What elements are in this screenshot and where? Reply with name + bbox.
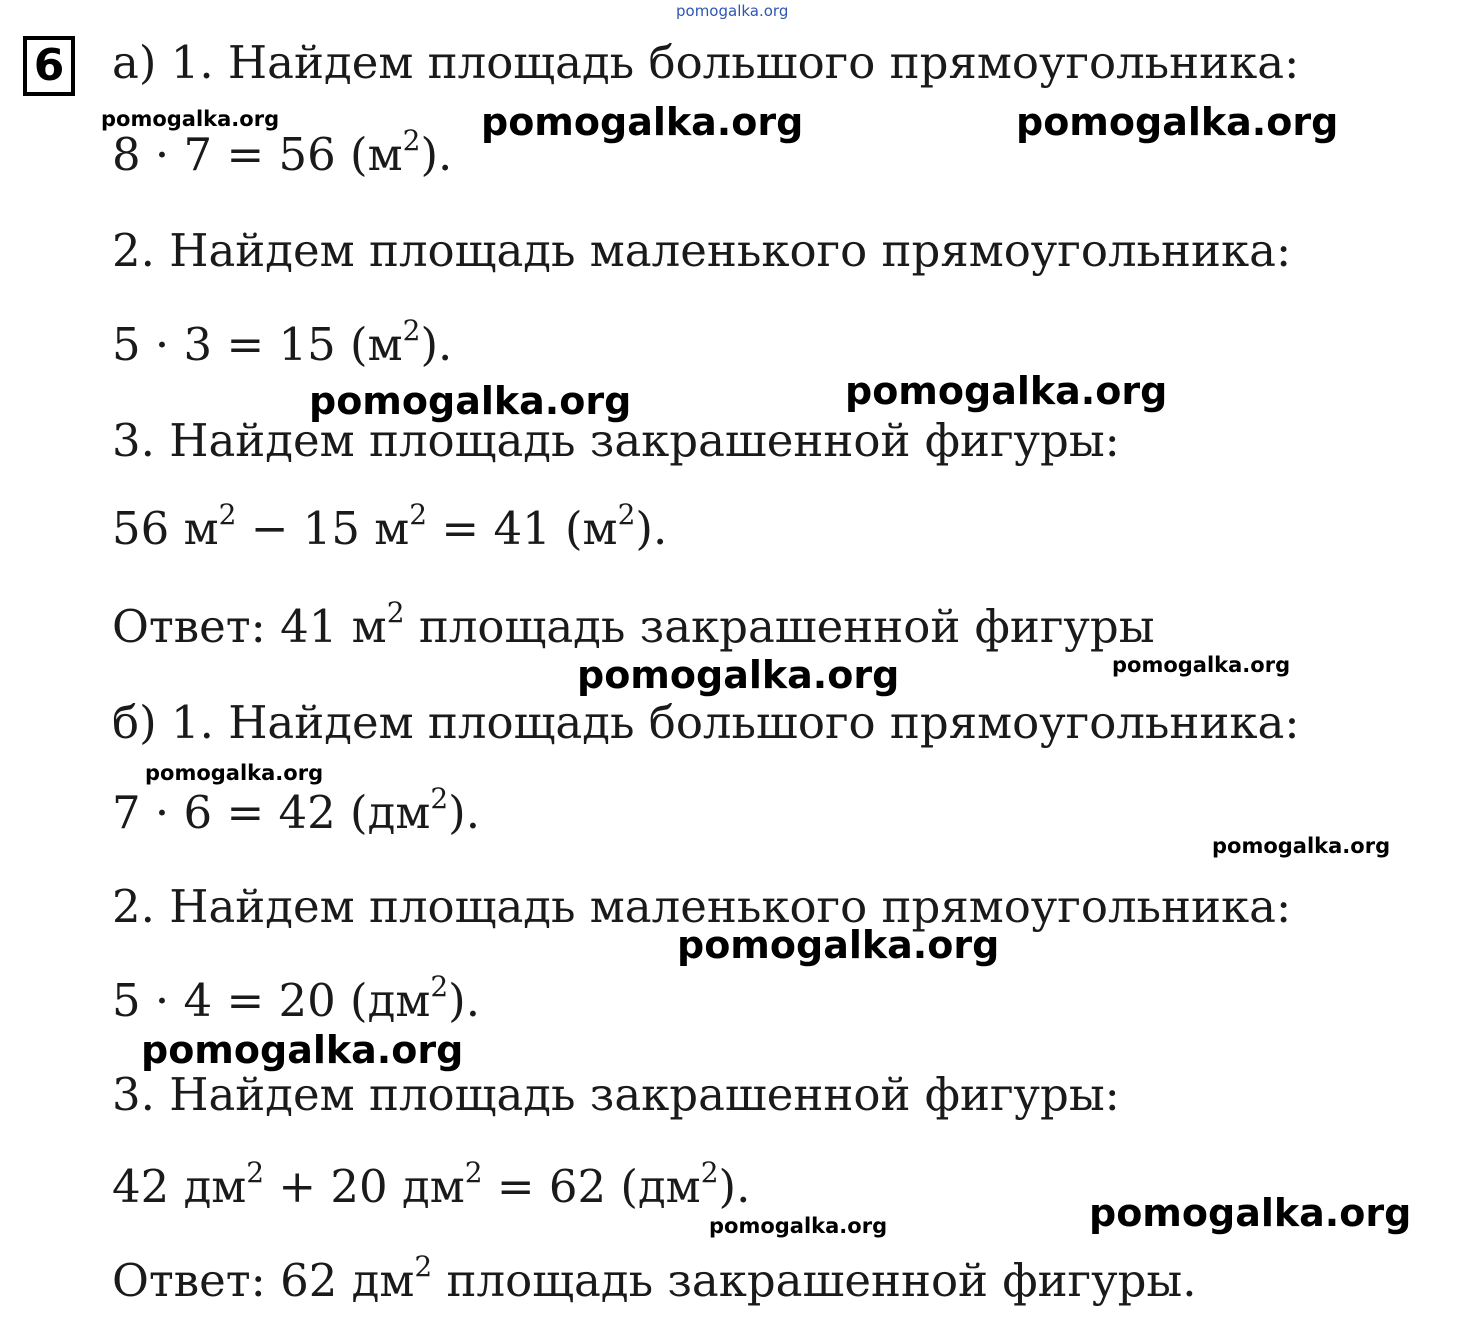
solution-line-b3	[112, 1068, 1120, 1121]
solution-line-a1calc	[112, 124, 453, 181]
solution-line-a3calc	[112, 498, 668, 555]
text-run: ).	[420, 318, 453, 371]
superscript: 2	[430, 970, 449, 1003]
text-run: а) 1. Найдем площадь большого прямоугольника:	[112, 36, 1300, 89]
watermark: pomogalka.org	[709, 1214, 888, 1238]
solution-line-a2	[112, 224, 1292, 277]
solution-line-b1calc	[112, 782, 481, 839]
task-number-box: 6	[23, 36, 75, 96]
watermark: pomogalka.org	[1016, 100, 1339, 144]
text-run: 2. Найдем площадь маленького прямоугольника:	[112, 224, 1292, 277]
watermark: pomogalka.org	[1112, 653, 1291, 677]
superscript: 2	[402, 314, 421, 347]
solution-line-b1	[112, 696, 1300, 749]
watermark: pomogalka.org	[577, 653, 900, 697]
text-run: ).	[718, 1160, 751, 1213]
solution-line-a2calc	[112, 314, 453, 371]
text-run: площадь закрашенной фигуры	[404, 600, 1155, 653]
solution-line-a3	[112, 414, 1120, 467]
watermark: pomogalka.org	[141, 1028, 464, 1072]
text-run: Ответ: 41 м	[112, 600, 387, 653]
watermark: pomogalka.org	[1212, 834, 1391, 858]
watermark: pomogalka.org	[1089, 1191, 1412, 1235]
superscript: 2	[386, 596, 405, 629]
superscript: 2	[414, 1250, 433, 1283]
superscript: 2	[409, 498, 428, 531]
solution-line-b_answer	[112, 1250, 1197, 1307]
solution-line-b2calc	[112, 970, 481, 1027]
text-run: ).	[448, 974, 481, 1027]
text-run: ).	[420, 128, 453, 181]
superscript: 2	[246, 1156, 265, 1189]
superscript: 2	[402, 124, 421, 157]
watermark: pomogalka.org	[676, 2, 789, 20]
text-run: 56 м	[112, 502, 219, 555]
text-run: 42 дм	[112, 1160, 247, 1213]
superscript: 2	[430, 782, 449, 815]
text-run: площадь закрашенной фигуры.	[432, 1254, 1197, 1307]
text-run: 7 · 6 = 42 (дм	[112, 786, 431, 839]
text-run: б) 1. Найдем площадь большого прямоугольника:	[112, 696, 1300, 749]
text-run: Ответ: 62 дм	[112, 1254, 415, 1307]
watermark: pomogalka.org	[677, 923, 1000, 967]
superscript: 2	[218, 498, 237, 531]
text-run: + 20 дм	[264, 1160, 465, 1213]
watermark: pomogalka.org	[845, 369, 1168, 413]
text-run: 3. Найдем площадь закрашенной фигуры:	[112, 414, 1120, 467]
solution-line-a_answer	[112, 596, 1155, 653]
text-run: = 41 (м	[427, 502, 618, 555]
text-run: 3. Найдем площадь закрашенной фигуры:	[112, 1068, 1120, 1121]
solution-line-a1	[112, 36, 1300, 89]
text-run: = 62 (дм	[482, 1160, 701, 1213]
text-run: 8 · 7 = 56 (м	[112, 128, 403, 181]
text-run: ).	[448, 786, 481, 839]
watermark: pomogalka.org	[481, 100, 804, 144]
text-run: ).	[635, 502, 668, 555]
text-run: 2. Найдем площадь маленького прямоугольника:	[112, 880, 1292, 933]
text-run: 5 · 3 = 15 (м	[112, 318, 403, 371]
watermark: pomogalka.org	[101, 107, 280, 131]
superscript: 2	[617, 498, 636, 531]
superscript: 2	[700, 1156, 719, 1189]
superscript: 2	[464, 1156, 483, 1189]
watermark: pomogalka.org	[309, 379, 632, 423]
solution-line-b3calc	[112, 1156, 751, 1213]
watermark: pomogalka.org	[145, 761, 324, 785]
text-run: 5 · 4 = 20 (дм	[112, 974, 431, 1027]
text-run: − 15 м	[236, 502, 410, 555]
